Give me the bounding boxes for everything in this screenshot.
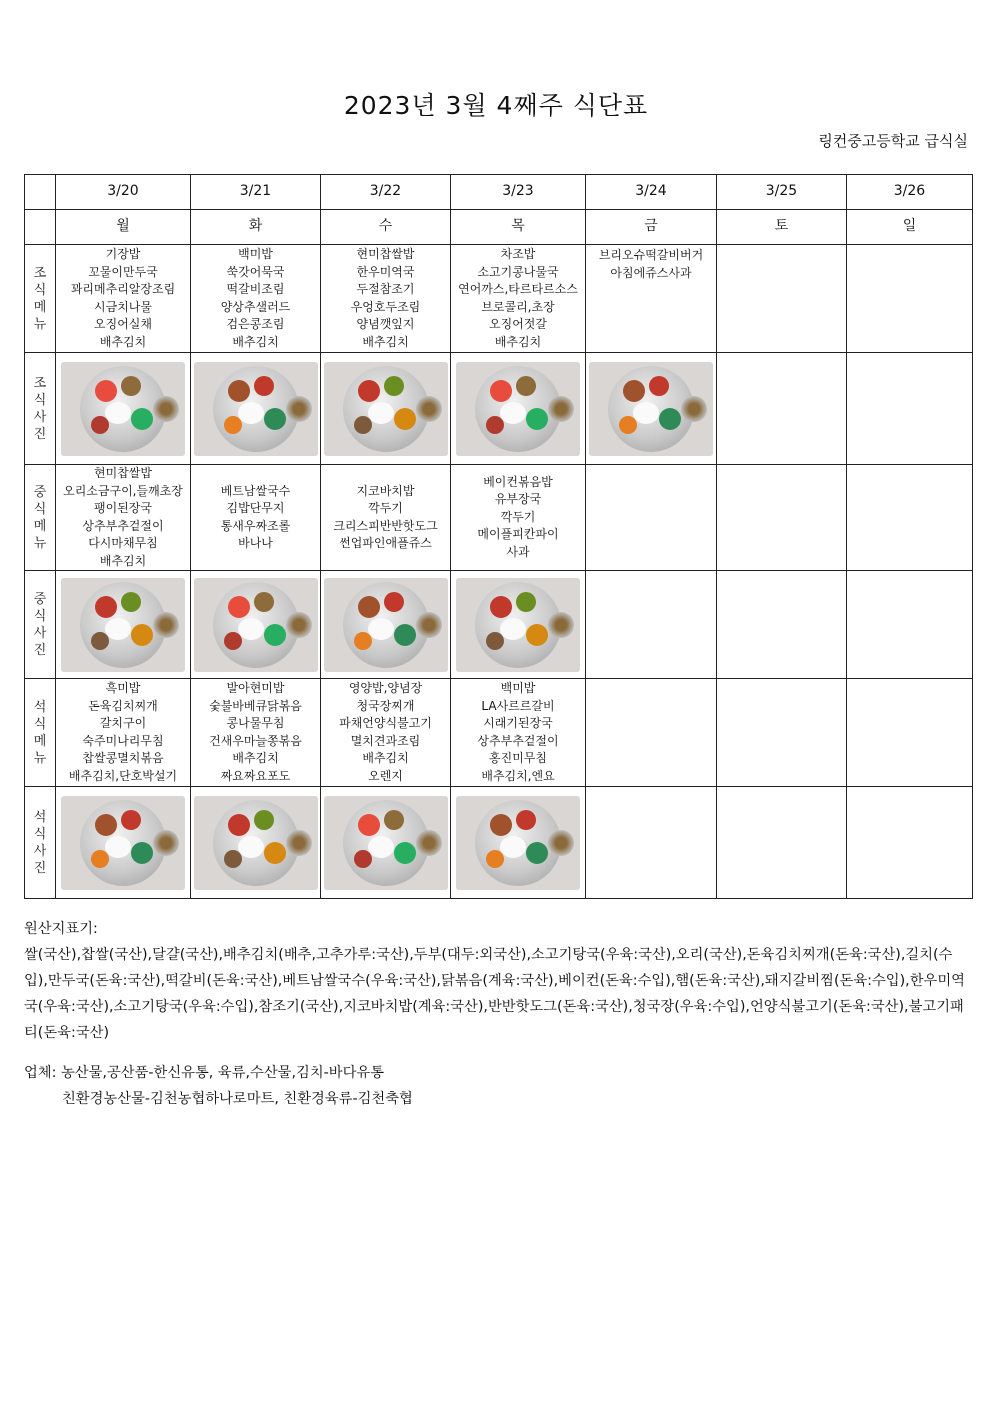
menu-item: 지코바치밥 [356, 483, 415, 498]
breakfast-photo-cell [586, 353, 717, 465]
dinner-menu-cell [321, 679, 451, 787]
lunch-photo-cell [586, 571, 717, 679]
day-cell: 토 [717, 210, 847, 245]
food-portion [91, 632, 109, 650]
label-char: 식 [33, 392, 47, 408]
meal-photo [194, 796, 318, 890]
lunch-menu-cell [191, 465, 321, 571]
label-char: 식 [33, 716, 47, 732]
dinner-menu-cell [451, 679, 586, 787]
food-portion [490, 380, 512, 402]
soup-bowl [153, 612, 179, 638]
rice-portion [105, 836, 131, 858]
breakfast-menu-label [25, 245, 56, 353]
dinner-photo-cell [191, 787, 321, 899]
menu-item: 브로콜리,초장 [481, 299, 555, 314]
dinner-menu-label [25, 679, 56, 787]
menu-item: 김밥단무지 [226, 501, 285, 515]
lunch-menu-cell [56, 465, 191, 571]
soup-bowl [416, 396, 442, 422]
food-portion [254, 376, 274, 396]
menu-item: 떡갈비조림 [226, 282, 285, 296]
menu-item: LA사르르갈비 [481, 698, 555, 713]
menu-item: 현미찹쌀밥 [356, 247, 415, 261]
breakfast-menu-cell [586, 245, 717, 353]
food-portion [95, 380, 117, 402]
lunch-photo-cell [847, 571, 973, 679]
date-cell: 3/22 [321, 175, 451, 210]
breakfast-photo-label [25, 353, 56, 465]
breakfast-menu-cell [717, 245, 847, 353]
food-portion [121, 810, 141, 830]
food-portion [516, 810, 536, 830]
food-portion [526, 408, 548, 430]
menu-item: 아침에쥬스사과 [610, 265, 692, 280]
origin-notes [24, 916, 972, 1046]
meal-photo [194, 362, 318, 456]
food-portion [131, 624, 153, 646]
dinner-photo-label [25, 787, 56, 899]
food-portion [264, 842, 286, 864]
meal-photo [589, 362, 713, 456]
meal-photo [194, 578, 318, 672]
food-portion [131, 842, 153, 864]
menu-item: 현미찹쌀밥 [94, 466, 152, 480]
lunch-photo-cell [56, 571, 191, 679]
food-portion [394, 842, 416, 864]
menu-item: 오렌지 [368, 768, 403, 783]
menu-item: 백미밥 [500, 681, 536, 695]
rice-portion [368, 618, 394, 640]
label-char: 진 [33, 426, 47, 442]
menu-item: 배추김치 [232, 751, 279, 765]
menu-item: 유부장국 [494, 492, 542, 507]
soup-bowl [153, 396, 179, 422]
menu-item: 브리오슈떡갈비버거 [598, 248, 704, 262]
breakfast-photo-cell [847, 353, 973, 465]
menu-item: 깍두기 [368, 501, 403, 515]
menu-item: 메이플피칸파이 [477, 527, 559, 542]
meal-photo [61, 796, 185, 890]
food-portion [224, 416, 242, 434]
meal-photo [61, 578, 185, 672]
menu-item: 배추김치 [494, 334, 542, 349]
label-char: 식 [33, 608, 47, 624]
dinner-menu-row [25, 679, 973, 787]
food-portion [228, 814, 250, 836]
menu-item: 한우미역국 [356, 264, 415, 279]
rice-portion [105, 618, 131, 640]
lunch-menu-cell [321, 465, 451, 571]
lunch-photo-label [25, 571, 56, 679]
label-char: 사 [33, 409, 47, 425]
origin-text: 쌀(국산),찹쌀(국산),달걀(국산),배추김치(배추,고추가루:국산),두부(대두:외국산),소고기탕국(우육:국산),오리(국산),돈육김치찌개(돈육:국산),길치(수입),만두국(돈육:국산),떡갈비(돈육:국산),베트남쌀국수(우육:국산),닭볶음(계육:국산),베이컨(돈육:수입),햄(돈육:국산),돼지갈비찜(돈육:수입),한우미역국(우육:국산),소고기탕국(우육:수입),참조기(국산),지코바치밥(계육:국산),반반핫도그(돈육:국산),청국장(우육:수입),언양식불고기(돈육:국산),불고기패티(돈육:국산) [24, 947, 965, 1041]
breakfast-menu-row [25, 245, 973, 353]
menu-item: 베이컨볶음밥 [483, 474, 553, 489]
dinner-photo-cell [717, 787, 847, 899]
menu-item: 꼬물이만두국 [88, 264, 158, 279]
breakfast-photo-cell [191, 353, 321, 465]
menu-item: 양념깻잎지 [356, 317, 415, 331]
menu-item: 팽이된장국 [94, 501, 152, 515]
food-portion [224, 850, 242, 868]
menu-item: 흑미밥 [105, 681, 141, 695]
page-title: 2023년 3월 4째주 식단표 [343, 91, 649, 120]
menu-item: 베트남쌀국수 [220, 483, 291, 498]
rice-portion [500, 402, 526, 424]
vendor-info [24, 1060, 413, 1112]
meal-photo [456, 796, 580, 890]
label-char: 석 [33, 699, 47, 715]
vendor-line-1: 업체: 농산물,공산품-한신유통, 육류,수산물,김치-바다유통 [24, 1065, 385, 1081]
soup-bowl [681, 396, 707, 422]
school-name: 링컨중고등학교 급식실 [818, 132, 968, 150]
menu-item: 크리스피반반핫도그 [333, 518, 438, 533]
food-portion [358, 596, 380, 618]
menu-item: 시금치나물 [94, 299, 152, 314]
food-portion [486, 416, 504, 434]
origin-title: 원산지표기: [24, 921, 98, 937]
label-char: 사 [33, 843, 47, 859]
breakfast-photo-cell [717, 353, 847, 465]
menu-item: 배추김치,단호박설기 [68, 768, 178, 783]
menu-item: 시래기된장국 [483, 716, 553, 730]
menu-item: 차조밥 [500, 247, 536, 261]
rice-portion [238, 836, 264, 858]
menu-item: 상추부추겉절이 [477, 733, 559, 748]
date-cell: 3/23 [451, 175, 586, 210]
menu-item: 바나나 [238, 536, 273, 550]
menu-item: 영양밥,양념장 [348, 681, 423, 695]
menu-item: 배추김치 [232, 334, 279, 349]
label-char: 메 [33, 518, 47, 534]
menu-item: 백미밥 [238, 247, 273, 261]
food-portion [121, 592, 141, 612]
menu-item: 건새우마늘쫑볶음 [209, 733, 302, 748]
menu-item: 갈치구이 [99, 716, 147, 730]
food-portion [121, 376, 141, 396]
rice-portion [105, 402, 131, 424]
soup-bowl [153, 830, 179, 856]
day-cell: 일 [847, 210, 973, 245]
dinner-menu-cell [847, 679, 973, 787]
dinner-photo-cell [451, 787, 586, 899]
menu-item: 상추부추겉절이 [82, 518, 164, 533]
dinner-menu-cell [717, 679, 847, 787]
food-portion [384, 376, 404, 396]
menu-item: 찹쌀콩멸치볶음 [82, 751, 164, 765]
menu-item: 썬업파인애플쥬스 [339, 536, 432, 550]
food-portion [486, 632, 504, 650]
label-char: 뉴 [33, 316, 47, 332]
soup-bowl [416, 612, 442, 638]
menu-item: 쑥갓어묵국 [226, 264, 285, 279]
food-portion [623, 380, 645, 402]
menu-item: 배추김치 [362, 334, 409, 349]
menu-item: 검은콩조림 [226, 317, 285, 331]
dinner-menu-cell [191, 679, 321, 787]
rice-portion [500, 618, 526, 640]
food-portion [490, 814, 512, 836]
label-char: 진 [33, 642, 47, 658]
breakfast-photo-row [25, 353, 973, 465]
soup-bowl [416, 830, 442, 856]
menu-item: 사과 [506, 544, 530, 559]
food-portion [486, 850, 504, 868]
food-portion [264, 408, 286, 430]
food-portion [254, 810, 274, 830]
day-cell: 금 [586, 210, 717, 245]
breakfast-menu-cell [191, 245, 321, 353]
dinner-photo-cell [847, 787, 973, 899]
rice-portion [500, 836, 526, 858]
lunch-photo-cell [321, 571, 451, 679]
soup-bowl [286, 612, 312, 638]
rice-portion [368, 402, 394, 424]
menu-item: 배추김치 [99, 553, 147, 568]
dinner-photo-cell [586, 787, 717, 899]
breakfast-photo-cell [56, 353, 191, 465]
food-portion [91, 416, 109, 434]
menu-item: 두절참조기 [356, 282, 415, 296]
food-portion [490, 596, 512, 618]
menu-item: 기장밥 [105, 247, 141, 261]
label-char: 식 [33, 826, 47, 842]
food-portion [394, 408, 416, 430]
breakfast-menu-cell [451, 245, 586, 353]
breakfast-photo-cell [451, 353, 586, 465]
menu-item: 청국장찌개 [356, 698, 415, 713]
dinner-menu-cell [586, 679, 717, 787]
dinner-photo-cell [56, 787, 191, 899]
lunch-menu-cell [717, 465, 847, 571]
food-portion [91, 850, 109, 868]
lunch-photo-cell [451, 571, 586, 679]
soup-bowl [548, 612, 574, 638]
day-row [25, 210, 973, 245]
meal-photo [324, 796, 448, 890]
weekly-menu-table [24, 174, 973, 899]
date-cell: 3/24 [586, 175, 717, 210]
food-portion [264, 624, 286, 646]
breakfast-photo-cell [321, 353, 451, 465]
meal-photo [61, 362, 185, 456]
date-cell: 3/21 [191, 175, 321, 210]
label-char: 식 [33, 501, 47, 517]
meal-photo [456, 578, 580, 672]
meal-photo [324, 362, 448, 456]
menu-item: 우엉호두조림 [350, 299, 421, 314]
soup-bowl [286, 830, 312, 856]
rice-portion [238, 618, 264, 640]
dinner-photo-row [25, 787, 973, 899]
label-char: 중 [33, 591, 47, 607]
food-portion [659, 408, 681, 430]
lunch-menu-cell [847, 465, 973, 571]
food-portion [384, 810, 404, 830]
menu-item: 짜요짜요포도 [220, 768, 291, 783]
food-portion [95, 596, 117, 618]
menu-item: 멸치견과조림 [350, 733, 421, 748]
label-char: 메 [33, 733, 47, 749]
food-portion [516, 376, 536, 396]
menu-item: 오징어실채 [94, 317, 152, 331]
date-cell: 3/26 [847, 175, 973, 210]
food-portion [228, 380, 250, 402]
breakfast-menu-cell [56, 245, 191, 353]
food-portion [649, 376, 669, 396]
label-char: 뉴 [33, 750, 47, 766]
menu-item: 소고기콩나물국 [477, 264, 559, 279]
menu-item: 돈육김치찌개 [88, 698, 158, 713]
meal-photo [456, 362, 580, 456]
corner-cell [25, 175, 56, 210]
day-cell: 화 [191, 210, 321, 245]
label-char: 뉴 [33, 535, 47, 551]
label-char: 진 [33, 860, 47, 876]
label-char: 메 [33, 299, 47, 315]
vendor-line-2: 친환경농산물-김천농협하나로마트, 친환경육류-김천축협 [62, 1091, 413, 1107]
menu-item: 다시마채무침 [88, 536, 158, 550]
label-char: 중 [33, 484, 47, 500]
menu-item: 숙주미나리무침 [82, 733, 164, 748]
menu-item: 연어까스,타르타르소스 [458, 282, 578, 296]
food-portion [516, 592, 536, 612]
food-portion [358, 380, 380, 402]
soup-bowl [548, 396, 574, 422]
food-portion [394, 624, 416, 646]
label-char: 사 [33, 625, 47, 641]
food-portion [384, 592, 404, 612]
menu-item: 배추김치 [362, 751, 409, 765]
food-portion [95, 814, 117, 836]
menu-item: 깍두기 [500, 509, 536, 524]
lunch-photo-row [25, 571, 973, 679]
lunch-photo-cell [717, 571, 847, 679]
lunch-menu-cell [586, 465, 717, 571]
menu-item: 통새우짜조롤 [220, 518, 291, 533]
corner-cell [25, 210, 56, 245]
food-portion [526, 842, 548, 864]
day-cell: 월 [56, 210, 191, 245]
label-char: 식 [33, 282, 47, 298]
menu-item: 배추김치 [99, 334, 147, 349]
food-portion [354, 416, 372, 434]
rice-portion [238, 402, 264, 424]
menu-item: 파채언양식불고기 [339, 716, 432, 730]
soup-bowl [286, 396, 312, 422]
menu-item: 발아현미밥 [226, 681, 285, 695]
date-cell: 3/20 [56, 175, 191, 210]
breakfast-menu-cell [847, 245, 973, 353]
menu-item: 홍진미무침 [489, 751, 547, 765]
dinner-menu-cell [56, 679, 191, 787]
rice-portion [368, 836, 394, 858]
rice-portion [633, 402, 659, 424]
lunch-menu-label [25, 465, 56, 571]
date-cell: 3/25 [717, 175, 847, 210]
menu-item: 콩나물무침 [226, 716, 285, 730]
label-char: 조 [33, 265, 47, 281]
breakfast-menu-cell [321, 245, 451, 353]
menu-item: 숯불바베큐닭볶음 [209, 698, 302, 713]
dinner-photo-cell [321, 787, 451, 899]
date-row [25, 175, 973, 210]
menu-item: 양상추샐러드 [220, 299, 291, 314]
menu-item: 오징어젓갈 [489, 317, 547, 331]
menu-item: 배추김치,엔요 [481, 768, 555, 783]
food-portion [228, 596, 250, 618]
lunch-menu-row [25, 465, 973, 571]
label-char: 조 [33, 375, 47, 391]
day-cell: 수 [321, 210, 451, 245]
food-portion [224, 632, 242, 650]
food-portion [254, 592, 274, 612]
menu-item: 꽈리메추리알장조림 [70, 282, 176, 296]
food-portion [358, 814, 380, 836]
food-portion [526, 624, 548, 646]
food-portion [354, 632, 372, 650]
lunch-photo-cell [191, 571, 321, 679]
food-portion [131, 408, 153, 430]
food-portion [354, 850, 372, 868]
meal-photo [324, 578, 448, 672]
soup-bowl [548, 830, 574, 856]
menu-item: 오리소금구이,들깨초장 [63, 483, 183, 498]
lunch-menu-cell [451, 465, 586, 571]
day-cell: 목 [451, 210, 586, 245]
label-char: 석 [33, 809, 47, 825]
food-portion [619, 416, 637, 434]
